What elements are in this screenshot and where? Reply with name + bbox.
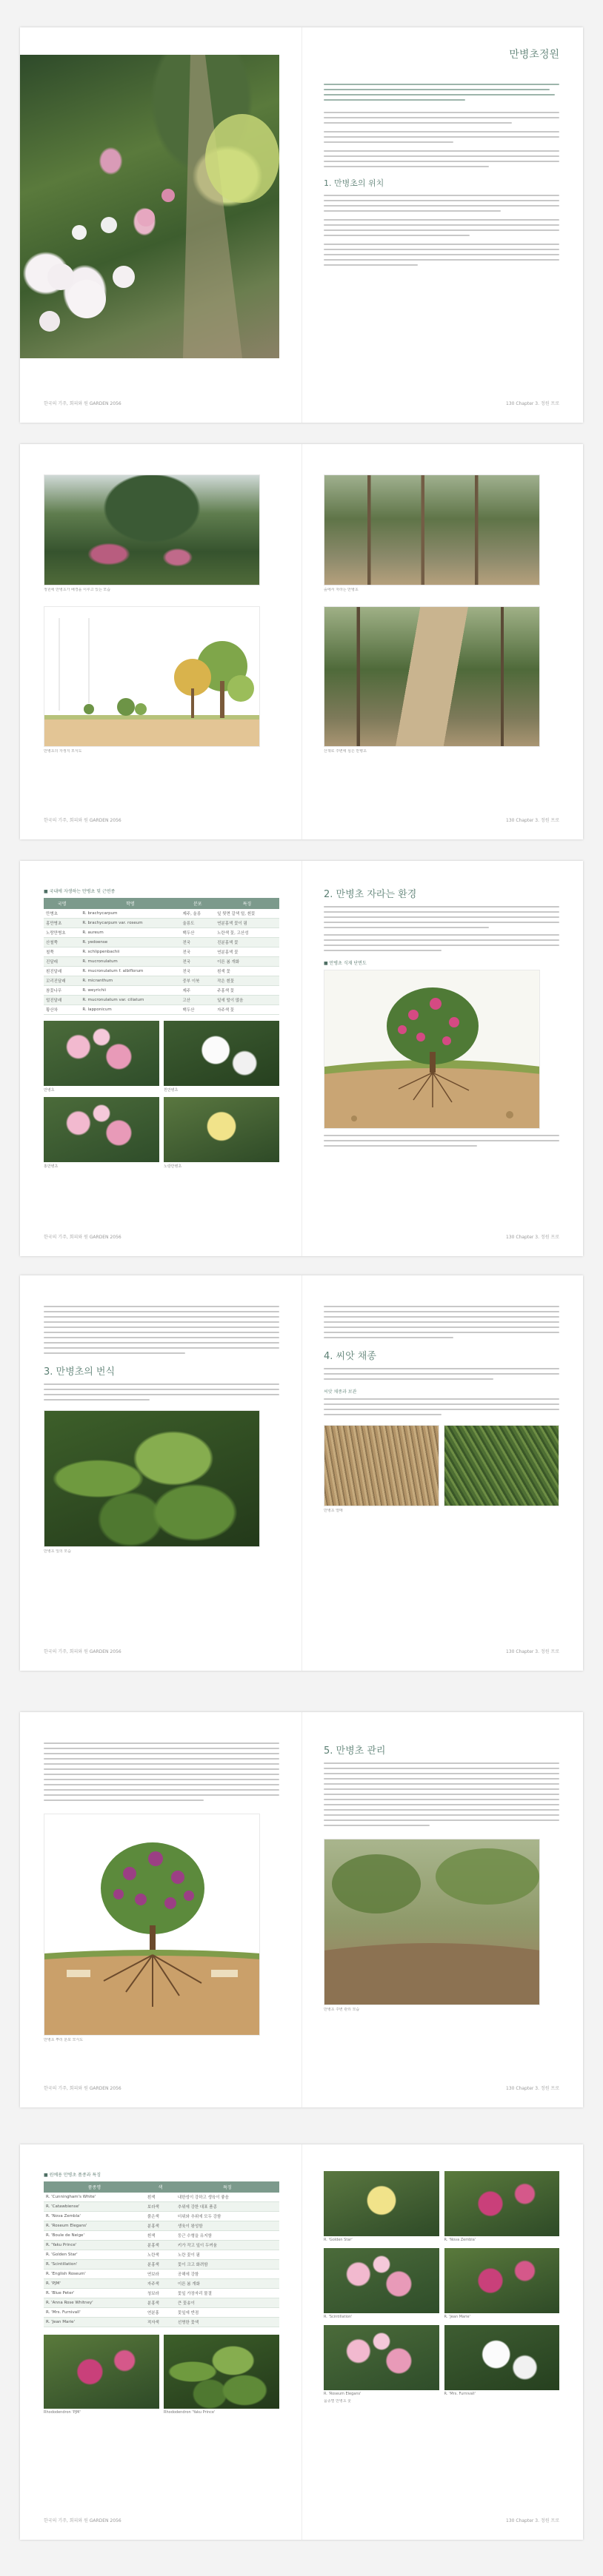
table-header-cell: 색 [145, 2181, 176, 2193]
seed-photo-1 [324, 1425, 439, 1506]
folio-right: 130 Chapter 3. 정원 프로 [506, 2086, 559, 2091]
table-row [44, 928, 279, 938]
table-cell: 백두산 [180, 928, 215, 938]
table-cell: R. 'Boule de Neige' [44, 2231, 145, 2241]
table-cell: 노란색 [145, 2250, 176, 2260]
forest-photo [324, 474, 540, 586]
spread-2 [20, 444, 583, 839]
habitat-diagram [44, 607, 260, 747]
lead-text-placeholder [324, 84, 559, 104]
root-diagram [44, 1814, 260, 2036]
species-table [44, 898, 279, 1015]
folio-right: 130 Chapter 3. 정원 프로 [506, 2518, 559, 2523]
table-cell: R. micranthum [80, 976, 180, 986]
table-row [44, 967, 279, 976]
body-text-11 [324, 1762, 559, 1830]
flower-caption-2: 흰만병초 [164, 1088, 179, 1093]
table-cell: 전국 [180, 967, 215, 976]
page-right [302, 1275, 583, 1671]
spread-5 [20, 1712, 583, 2107]
table-row [44, 2202, 279, 2212]
table-cell: 흰색 [145, 2193, 176, 2202]
table-cell: 전국 [180, 947, 215, 957]
cultivar-caption-left-2: Rhododendron 'Yaku Prince' [164, 2410, 216, 2415]
table-cell: 추위에 강한 대표 품종 [176, 2202, 279, 2212]
table-row [44, 2212, 279, 2221]
table-cell: 꽃이 크고 화려함 [176, 2260, 279, 2270]
table-cell: R. mucronulatum [80, 957, 180, 967]
table-row [44, 2231, 279, 2241]
table-cell: 홍만병초 [44, 919, 80, 928]
cultivar-photo-4 [444, 2248, 560, 2313]
path-photo [324, 606, 540, 747]
table-row [44, 2250, 279, 2260]
table-cell: R. 'Cunningham's White' [44, 2193, 145, 2202]
seed-photo-grid [324, 1425, 559, 1506]
flower-photo-3 [44, 1097, 159, 1162]
cultivar-photo-2 [444, 2171, 560, 2236]
table-cell: 연분홍색 꽃이 핌 [215, 919, 279, 928]
table-cell: 주홍색 꽃 [215, 986, 279, 996]
table-cell: 자주색 [145, 2279, 176, 2289]
table-cell: 제주, 울릉 [180, 909, 215, 919]
table-cell: 꽃잎에 반점 [176, 2308, 279, 2318]
table-header-cell: 특징 [176, 2181, 279, 2193]
table-row [44, 2221, 279, 2231]
page-left [20, 27, 302, 423]
seed-photo-2 [444, 1425, 559, 1506]
caption-management: 만병초 주변 관리 모습 [324, 2008, 360, 2012]
table-cell: 작은 흰꽃 [215, 976, 279, 986]
table-cell: R. 'Jean Marie' [44, 2318, 145, 2327]
caption-1: 정원에 만병초가 배경을 이루고 있는 모습 [44, 588, 111, 592]
cultivar-photo-left-2 [164, 2335, 279, 2409]
table-cell: 전국 [180, 957, 215, 967]
table-cell: R. 'English Roseum' [44, 2270, 145, 2279]
pines-photo [44, 474, 260, 586]
body-text-3 [324, 906, 559, 955]
table-cell: 흰색 꽃 [215, 967, 279, 976]
table-row [44, 2279, 279, 2289]
folio-left: 한국의 기주, 회피와 원 GARDEN 2056 [44, 1649, 121, 1654]
table-cell: R. brachycarpum [80, 909, 180, 919]
page-right [302, 444, 583, 839]
table-cell: 이른 봄 개화 [215, 957, 279, 967]
table-header-cell: 분포 [180, 898, 215, 909]
table-header-cell: 국명 [44, 898, 80, 909]
table-cell: 연분홍 [145, 2308, 176, 2318]
sub-heading: 씨앗 채종과 보관 [324, 1389, 357, 1395]
table-header-cell: 학명 [80, 898, 180, 909]
table-cell: 노란 꽃이 핌 [176, 2250, 279, 2260]
table-cell: 백두산 [180, 1005, 215, 1015]
garden-photo [20, 55, 279, 358]
table-cell: 전국 [180, 938, 215, 947]
caption-leaves: 만병초 잎의 모습 [44, 1549, 71, 1554]
table-cell: 내한성이 강하고 생육이 좋음 [176, 2193, 279, 2202]
cultivar-caption-1: R. 'Golden Star' [324, 2238, 353, 2242]
table-cell: 만병초 [44, 909, 80, 919]
table-header-cell: 품종명 [44, 2181, 145, 2193]
page-right [302, 27, 583, 423]
cultivar-photo-grid-right [324, 2171, 559, 2397]
spread-1 [20, 27, 583, 423]
table-row [44, 957, 279, 967]
page-right [302, 861, 583, 1256]
management-photo-svg [324, 1839, 540, 2005]
table-cell: R. 'Nova Zembla' [44, 2212, 145, 2221]
table-cell: 황산차 [44, 1005, 80, 1015]
table-row [44, 2241, 279, 2250]
table-row [44, 938, 279, 947]
caption-3: 만병초의 자생지 모식도 [44, 749, 82, 754]
table-cell: R. lapponicum [80, 1005, 180, 1015]
table-cell: 생육이 왕성함 [176, 2221, 279, 2231]
table-cell: R. 'Yaku Prince' [44, 2241, 145, 2250]
leaves-photo [44, 1410, 260, 1547]
folio-right: 130 Chapter 3. 정원 프로 [506, 401, 559, 406]
table-cell: 꼬리진달래 [44, 976, 80, 986]
planting-diagram [324, 970, 540, 1129]
table-cell: 분홍색 [145, 2221, 176, 2231]
page-left [20, 2144, 302, 2540]
folio-left: 한국의 기주, 회피와 원 GARDEN 2056 [44, 818, 121, 823]
cultivar-caption-5: R. 'Roseum Elegans' [324, 2392, 362, 2396]
table-header-cell: 특징 [215, 898, 279, 909]
body-text-4 [324, 1135, 559, 1150]
table-cell: 분홍색 [145, 2298, 176, 2308]
flower-caption-4: 노랑만병초 [164, 1164, 182, 1169]
table-cell: 연분홍색 꽃 [215, 947, 279, 957]
cultivar-caption-4: R. 'Jean Marie' [444, 2315, 470, 2319]
table-cell: R. 'PJM' [44, 2279, 145, 2289]
page-left [20, 444, 302, 839]
cultivar-caption-6: R. 'Mrs. Furnivall' [444, 2392, 476, 2396]
table-cell: R. aureum [80, 928, 180, 938]
table-row [44, 2260, 279, 2270]
table-row [44, 2298, 279, 2308]
cultivar-photo-1 [324, 2171, 439, 2236]
cultivar-photo-3 [324, 2248, 439, 2313]
table-cell: R. 'Catawbiense' [44, 2202, 145, 2212]
table-cell: 꽃잎 가장자리 물결 [176, 2289, 279, 2298]
table-cell: 분홍색 [145, 2241, 176, 2250]
habitat-illustration [44, 606, 260, 747]
table-row [44, 996, 279, 1005]
table-cell: 큰 꽃송이 [176, 2298, 279, 2308]
table-cell: 연보라 [145, 2270, 176, 2279]
flower-photo-1 [44, 1021, 159, 1086]
table-cell: R. 'Roseum Elegans' [44, 2221, 145, 2231]
caption-pods: 만병초 열매 [324, 1509, 343, 1513]
planting-diagram-svg [324, 970, 540, 1129]
cultivar-table [44, 2181, 279, 2327]
flower-photo-2 [164, 1021, 279, 1086]
table-cell: 진달래 [44, 957, 80, 967]
table-cell: R. brachycarpum var. roseum [80, 919, 180, 928]
table-cell: R. mucronulatum f. albiflorum [80, 967, 180, 976]
table-row [44, 909, 279, 919]
table-cell: 더위와 추위에 모두 강함 [176, 2212, 279, 2221]
section-heading-1: 1. 만병초의 위치 [324, 178, 384, 188]
table-cell: 털진달래 [44, 996, 80, 1005]
folio-right: 130 Chapter 3. 정원 프로 [506, 1649, 559, 1654]
flower-caption-3: 홍만병초 [44, 1164, 59, 1169]
table-cell: R. 'Scintillation' [44, 2260, 145, 2270]
diagram-title: ■ 만병초 식재 단면도 [324, 961, 367, 966]
cultivar-photo-left-1 [44, 2335, 159, 2409]
table-row [44, 2270, 279, 2279]
table-cell: R. weyrichii [80, 986, 180, 996]
table-cell: 청보라 [145, 2289, 176, 2298]
table-cell: 키가 작고 잎이 두꺼움 [176, 2241, 279, 2250]
table-cell: 선명한 꽃색 [176, 2318, 279, 2327]
table-cell: 흰색 [145, 2231, 176, 2241]
garden-photo-illustration [20, 55, 279, 358]
table-row [44, 1005, 279, 1015]
table-row [44, 2308, 279, 2318]
table-row [44, 2289, 279, 2298]
table-cell: 노란색 꽃, 고산성 [215, 928, 279, 938]
flower-photo-grid [44, 1021, 279, 1169]
table-row [44, 947, 279, 957]
table-cell: 자주색 꽃 [215, 1005, 279, 1015]
table-cell: R. 'Anna Rose Whitney' [44, 2298, 145, 2308]
table-cell: 고산 [180, 996, 215, 1005]
body-text-8 [324, 1368, 559, 1383]
table-cell: R. yedoense [80, 938, 180, 947]
table-cell: R. mucronulatum var. ciliatum [80, 996, 180, 1005]
table-row [44, 986, 279, 996]
page-left [20, 861, 302, 1256]
section-heading-3: 3. 만병초의 번식 [44, 1366, 116, 1378]
table-cell: 흰진달래 [44, 967, 80, 976]
table-cell: R. 'Mrs. Furnivall' [44, 2308, 145, 2318]
table-cell: 잎 뒷면 갈색 털, 흰꽃 [215, 909, 279, 919]
table-cell: R. 'Blue Peter' [44, 2289, 145, 2298]
table-cell: 붉은색 [145, 2212, 176, 2221]
management-photo [324, 1839, 540, 2005]
cultivar-photo-5 [324, 2325, 439, 2390]
spread-6 [20, 2144, 583, 2540]
cultivar-photo-6 [444, 2325, 560, 2390]
table-cell: 노랑만병초 [44, 928, 80, 938]
cultivar-caption-3: R. 'Scintillation' [324, 2315, 353, 2319]
body-text-2 [324, 195, 559, 269]
body-text-6 [44, 1383, 279, 1404]
table-cell: 진분홍색 꽃 [215, 938, 279, 947]
root-diagram-svg [44, 1814, 260, 2036]
table-cell: 울릉도 [180, 919, 215, 928]
cultivar-photo-grid-left [44, 2335, 279, 2415]
table-cell: 제주 [180, 986, 215, 996]
folio-right: 130 Chapter 3. 정원 프로 [506, 818, 559, 823]
body-text-9 [324, 1398, 559, 1419]
page-left [20, 1275, 302, 1671]
spread-4 [20, 1275, 583, 1671]
folio-left: 한국의 기주, 회피와 원 GARDEN 2056 [44, 401, 121, 406]
table-cell: 철쭉 [44, 947, 80, 957]
table-cell: 공해에 강함 [176, 2270, 279, 2279]
cultivar-caption-2: R. 'Nova Zembla' [444, 2238, 476, 2242]
body-text-1 [324, 112, 559, 171]
table-cell: 참꽃나무 [44, 986, 80, 996]
folio-left: 한국의 기주, 회피와 원 GARDEN 2056 [44, 2518, 121, 2523]
page-right [302, 1712, 583, 2107]
page-left [20, 1712, 302, 2107]
page-right [302, 2144, 583, 2540]
table-row [44, 2318, 279, 2327]
table-cell: 잎에 털이 많음 [215, 996, 279, 1005]
section-heading-4: 4. 씨앗 채종 [324, 1351, 376, 1362]
table-cell: R. 'Golden Star' [44, 2250, 145, 2260]
table-cell: 산철쭉 [44, 938, 80, 947]
table-cell: R. schlippenbachii [80, 947, 180, 957]
table-row [44, 919, 279, 928]
body-text-7 [324, 1306, 559, 1342]
folio-right: 130 Chapter 3. 정원 프로 [506, 1235, 559, 1240]
body-text-5 [44, 1306, 279, 1358]
cultivar-caption-left-1: Rhododendron 'PJM' [44, 2410, 81, 2415]
section-heading-2: 2. 만병초 자라는 환경 [324, 889, 417, 900]
folio-left: 한국의 기주, 회피와 원 GARDEN 2056 [44, 1235, 121, 1240]
table-cell: 보라색 [145, 2202, 176, 2212]
table-title-2: ■ 원예용 만병초 품종과 특징 [44, 2173, 101, 2178]
caption-4: 산책로 주변에 심은 만병초 [324, 749, 367, 754]
section-heading-5: 5. 만병초 관리 [324, 1745, 386, 1757]
table-cell: 중부 이북 [180, 976, 215, 986]
table-cell: 적자색 [145, 2318, 176, 2327]
table-cell: 분홍색 [145, 2260, 176, 2270]
caption-root: 만병초 뿌리 분포 모식도 [44, 2038, 84, 2042]
body-text-10 [44, 1743, 279, 1805]
spread-3 [20, 861, 583, 1256]
table-cell: 둥근 수형을 유지함 [176, 2231, 279, 2241]
caption-cultivars: 품종별 만병초 꽃 [324, 2399, 351, 2404]
folio-left: 한국의 기주, 회피와 원 GARDEN 2056 [44, 2086, 121, 2091]
caption-2: 숲에서 자라는 만병초 [324, 588, 359, 592]
flower-caption-1: 만병초 [44, 1088, 55, 1093]
chapter-title: 만병초정원 [509, 49, 559, 61]
table-title: ■ 국내에 자생하는 만병초 및 근연종 [44, 889, 116, 894]
table-cell: 이른 봄 개화 [176, 2279, 279, 2289]
flower-photo-4 [164, 1097, 279, 1162]
table-row [44, 976, 279, 986]
table-row [44, 2193, 279, 2202]
